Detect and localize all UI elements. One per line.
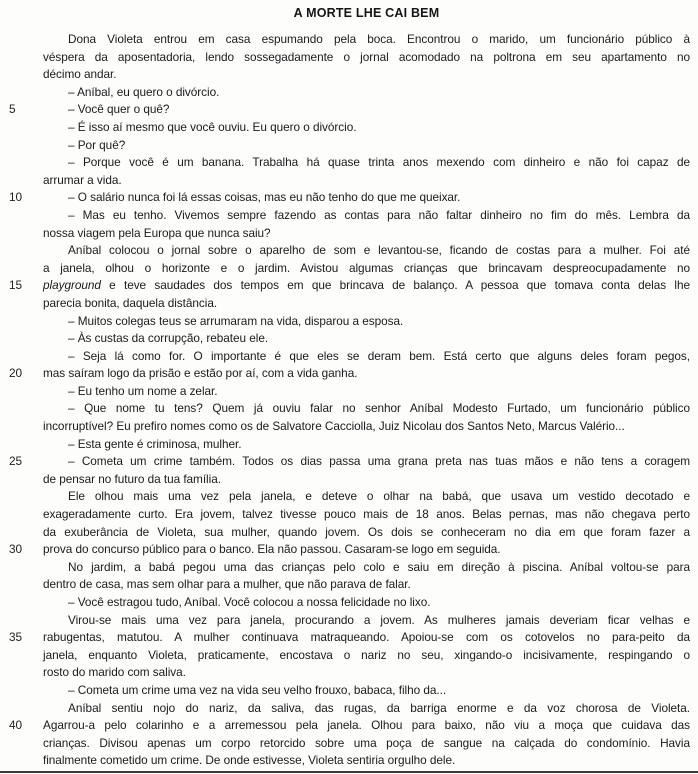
line-text	[43, 66, 690, 84]
line-text	[43, 735, 690, 753]
line-text	[43, 488, 690, 506]
text-segment: – Muitos colegas teus se arrumaram na vida, disparou a esposa.	[68, 313, 404, 328]
line-text	[43, 436, 690, 454]
line-text	[43, 313, 690, 331]
text-segment: Aníbal sentiu nojo do nariz, da saliva, das rugas, da barriga enorme e da voz chorosa de Violeta.	[68, 700, 690, 715]
text-line	[0, 101, 698, 119]
text-segment: – Às custas da corrupção, rebateu ele.	[68, 331, 269, 346]
line-text	[43, 453, 690, 471]
text-segment: – Cometa um crime também. Todos os dias passa uma grana preta nas tuas mãos e não tens a coragem	[68, 454, 690, 469]
line-text	[43, 383, 690, 401]
line-number	[0, 612, 43, 630]
line-text	[43, 682, 690, 700]
text-line	[0, 330, 698, 348]
text-line	[0, 154, 698, 172]
text-segment: Virou-se mais uma vez para janela, procurando a jovem. As mulheres jamais deveriam ficar velhas e	[68, 612, 690, 627]
text-segment: – Seja lá como for. O importante é que eles se deram bem. Está certo que alguns deles foram pegos,	[68, 348, 690, 363]
line-text	[43, 295, 690, 313]
text-segment: a janela, olhou o horizonte e o jardim. Avistou algumas crianças que brincavam despreocupadamente no	[43, 260, 690, 275]
line-number	[0, 137, 43, 155]
text-line	[0, 242, 698, 260]
line-number: 15	[9, 278, 23, 293]
text-segment: Aníbal colocou o jornal sobre o aparelho de som e levantou-se, ficando de costas para a mulher. Foi até	[68, 243, 690, 258]
line-number	[0, 49, 43, 67]
line-text	[43, 576, 690, 594]
line-text	[43, 524, 690, 542]
text-line	[0, 365, 698, 383]
text-segment: – Eu tenho um nome a zelar.	[68, 383, 218, 398]
line-text	[43, 471, 690, 489]
text-segment: – Porque você é um banana. Trabalha há quase trinta anos mexendo com dinheiro e não foi capaz de	[68, 155, 690, 170]
text-line	[0, 436, 698, 454]
line-number	[0, 172, 43, 190]
line-number	[0, 471, 43, 489]
line-text	[43, 612, 690, 630]
text-segment: mas saíram logo da prisão e estão por aí, com a vida ganha.	[43, 366, 358, 381]
text-segment: Dona Violeta entrou em casa espumando pela boca. Encontrou o marido, um funcionário público à	[68, 32, 690, 46]
text-segment: parecia bonita, daquela distância.	[43, 295, 218, 310]
line-number	[0, 348, 43, 366]
text-line	[0, 682, 698, 700]
text-line	[0, 524, 698, 542]
line-text	[43, 717, 690, 735]
text-segment: – Aníbal, eu quero o divórcio.	[68, 84, 220, 99]
text-line	[0, 576, 698, 594]
text-line	[0, 453, 698, 471]
text-segment: – O salário nunca foi lá essas coisas, mas eu não tenho do que me queixar.	[68, 190, 461, 205]
line-text	[43, 84, 690, 102]
text-line	[0, 629, 698, 647]
line-text	[43, 242, 690, 260]
document-body	[0, 31, 698, 770]
text-segment: incorruptível? Eu prefiro nomes como os de Salvatore Cacciolla, Juiz Nicolau dos Santos Neto, Marcus Valério...	[43, 419, 625, 434]
text-segment: véspera da aposentadoria, lendo sossegadamente o jornal acomodado na poltrona em seu apartamento no	[43, 49, 690, 64]
text-line	[0, 313, 698, 331]
text-line	[0, 418, 698, 436]
line-text	[43, 629, 690, 647]
text-line	[0, 295, 698, 313]
line-number: 10	[9, 190, 23, 205]
text-line	[0, 49, 698, 67]
text-line	[0, 735, 698, 753]
line-text	[43, 172, 690, 190]
line-number	[0, 242, 43, 260]
line-text	[43, 31, 690, 49]
text-segment: janela, enquanto Violeta, praticamente, encostava o nariz no seu, xingando-o incisivamente, respingando o	[43, 647, 690, 662]
line-text	[43, 119, 690, 137]
text-line	[0, 383, 698, 401]
text-line	[0, 84, 698, 102]
text-segment: arrumar a vida.	[43, 172, 122, 187]
text-line	[0, 700, 698, 718]
line-text	[43, 365, 690, 383]
line-number	[0, 400, 43, 418]
line-number	[0, 506, 43, 524]
text-segment: dentro de casa, mas sem olhar para a mulher, que não parava de falar.	[43, 577, 411, 592]
text-line	[0, 260, 698, 278]
text-line	[0, 207, 698, 225]
line-text	[43, 260, 690, 278]
text-segment: décimo andar.	[43, 67, 117, 82]
text-line	[0, 66, 698, 84]
line-number	[0, 84, 43, 102]
line-number: 40	[9, 718, 23, 733]
line-number	[0, 559, 43, 577]
line-text	[43, 154, 690, 172]
line-text	[43, 101, 690, 119]
text-segment: exageradamente curto. Era jovem, talvez tivesse pouco mais de 18 anos. Belas pernas, mas não chegava perto	[43, 507, 690, 522]
line-number	[0, 295, 43, 313]
text-line	[0, 752, 698, 770]
text-line	[0, 559, 698, 577]
line-text	[43, 277, 690, 295]
text-segment: – Mas eu tenho. Vivemos sempre fazendo as contas para não faltar dinheiro no fim do mês. Lembra da	[68, 207, 690, 222]
text-line	[0, 488, 698, 506]
text-line	[0, 277, 698, 295]
text-segment: – Por quê?	[68, 137, 126, 152]
text-segment: nossa viagem pela Europa que nunca saiu?	[43, 225, 271, 240]
text-line	[0, 348, 698, 366]
line-text	[43, 559, 690, 577]
text-line	[0, 471, 698, 489]
line-text	[43, 400, 690, 418]
line-number: 20	[9, 366, 23, 381]
document-title: A MORTE LHE CAI BEM	[293, 6, 440, 20]
line-number	[0, 436, 43, 454]
line-text	[43, 189, 690, 207]
line-number	[0, 418, 43, 436]
line-number	[0, 207, 43, 225]
line-number	[0, 383, 43, 401]
line-text	[43, 664, 690, 682]
line-text	[43, 330, 690, 348]
line-text	[43, 225, 690, 243]
line-text	[43, 207, 690, 225]
line-text	[43, 700, 690, 718]
line-number	[0, 488, 43, 506]
line-number	[0, 225, 43, 243]
text-line	[0, 541, 698, 559]
line-number	[0, 664, 43, 682]
text-line	[0, 400, 698, 418]
line-number	[0, 313, 43, 331]
text-segment: crianças. Divisou apenas um corpo retorcido sobre uma poça de sangue na calçada do condomínio. Havia	[43, 735, 690, 750]
line-number	[0, 119, 43, 137]
text-line	[0, 612, 698, 630]
line-number: 35	[9, 630, 23, 645]
text-line	[0, 137, 698, 155]
text-segment: finalmente cometido um crime. De onde estivesse, Violeta sentiria orgulho dele.	[43, 753, 456, 768]
text-segment: rabugentas, matutou. A mulher continuava matraqueando. Apoiou-se com os cotovelos no para-peito da	[43, 630, 690, 645]
text-line	[0, 594, 698, 612]
text-segment: – Esta gente é criminosa, mulher.	[68, 436, 242, 451]
line-text	[43, 647, 690, 665]
line-number: 5	[9, 102, 16, 117]
line-number	[0, 154, 43, 172]
line-number	[0, 66, 43, 84]
text-segment: – Você estragou tudo, Aníbal. Você colocou a nossa felicidade no lixo.	[68, 595, 431, 609]
italic-term: playground	[43, 278, 101, 293]
text-segment: – Cometa um crime uma vez na vida seu velho frouxo, babaca, filho da...	[68, 682, 447, 697]
line-number	[0, 682, 43, 700]
text-segment: – Você quer o quê?	[68, 102, 170, 117]
text-line	[0, 189, 698, 207]
line-number	[0, 752, 43, 770]
text-line	[0, 225, 698, 243]
line-number	[0, 260, 43, 278]
text-segment: prova do concurso público para o banco. Ela não passou. Casaram-se logo em seguida.	[43, 542, 501, 557]
text-line	[0, 172, 698, 190]
line-number: 25	[9, 454, 23, 469]
text-segment: Ele olhou mais uma vez pela janela, e deteve o olhar na babá, que usava um vestido decotado e	[68, 489, 690, 504]
line-text	[43, 541, 690, 559]
line-text	[43, 506, 690, 524]
line-text	[43, 752, 690, 770]
text-segment: de pensar no futuro da tua família.	[43, 471, 221, 486]
line-text	[43, 594, 690, 612]
line-text	[43, 137, 690, 155]
line-text	[43, 348, 690, 366]
line-number	[0, 647, 43, 665]
text-line	[0, 119, 698, 137]
text-line	[0, 31, 698, 49]
text-segment: Agarrou-a pelo colarinho e a arremessou pela janela. Olhou para baixo, não viu a moça que cuidava das	[43, 718, 690, 733]
text-segment: – É isso aí mesmo que você ouviu. Eu quero o divórcio.	[68, 119, 357, 134]
text-segment: No jardim, a babá pegou uma das crianças pelo colo e saiu em direção à piscina. Aníbal voltou-se para	[68, 559, 690, 574]
line-number	[0, 31, 43, 49]
line-number	[0, 594, 43, 612]
line-number	[0, 700, 43, 718]
line-number	[0, 735, 43, 753]
line-number	[0, 576, 43, 594]
text-line	[0, 664, 698, 682]
text-segment: rosto do marido com saliva.	[43, 665, 186, 680]
line-number	[0, 330, 43, 348]
line-text	[43, 49, 690, 67]
line-number: 30	[9, 542, 23, 557]
text-line	[0, 506, 698, 524]
line-text	[43, 418, 690, 436]
line-number	[0, 524, 43, 542]
text-segment: da exuberância de Violeta, sua mulher, quando jovem. Os dois se conheceram no dia em que foram fazer a	[43, 524, 690, 539]
text-segment: – Que nome tu tens? Quem já ouviu falar no senhor Aníbal Modesto Furtado, um funcionário público	[68, 401, 690, 416]
text-line	[0, 647, 698, 665]
text-line	[0, 717, 698, 735]
text-segment: e teve saudades dos tempos em que brincava de balanço. A pessoa que tomava conta delas lhe	[100, 278, 690, 293]
bottom-rule	[0, 771, 698, 773]
